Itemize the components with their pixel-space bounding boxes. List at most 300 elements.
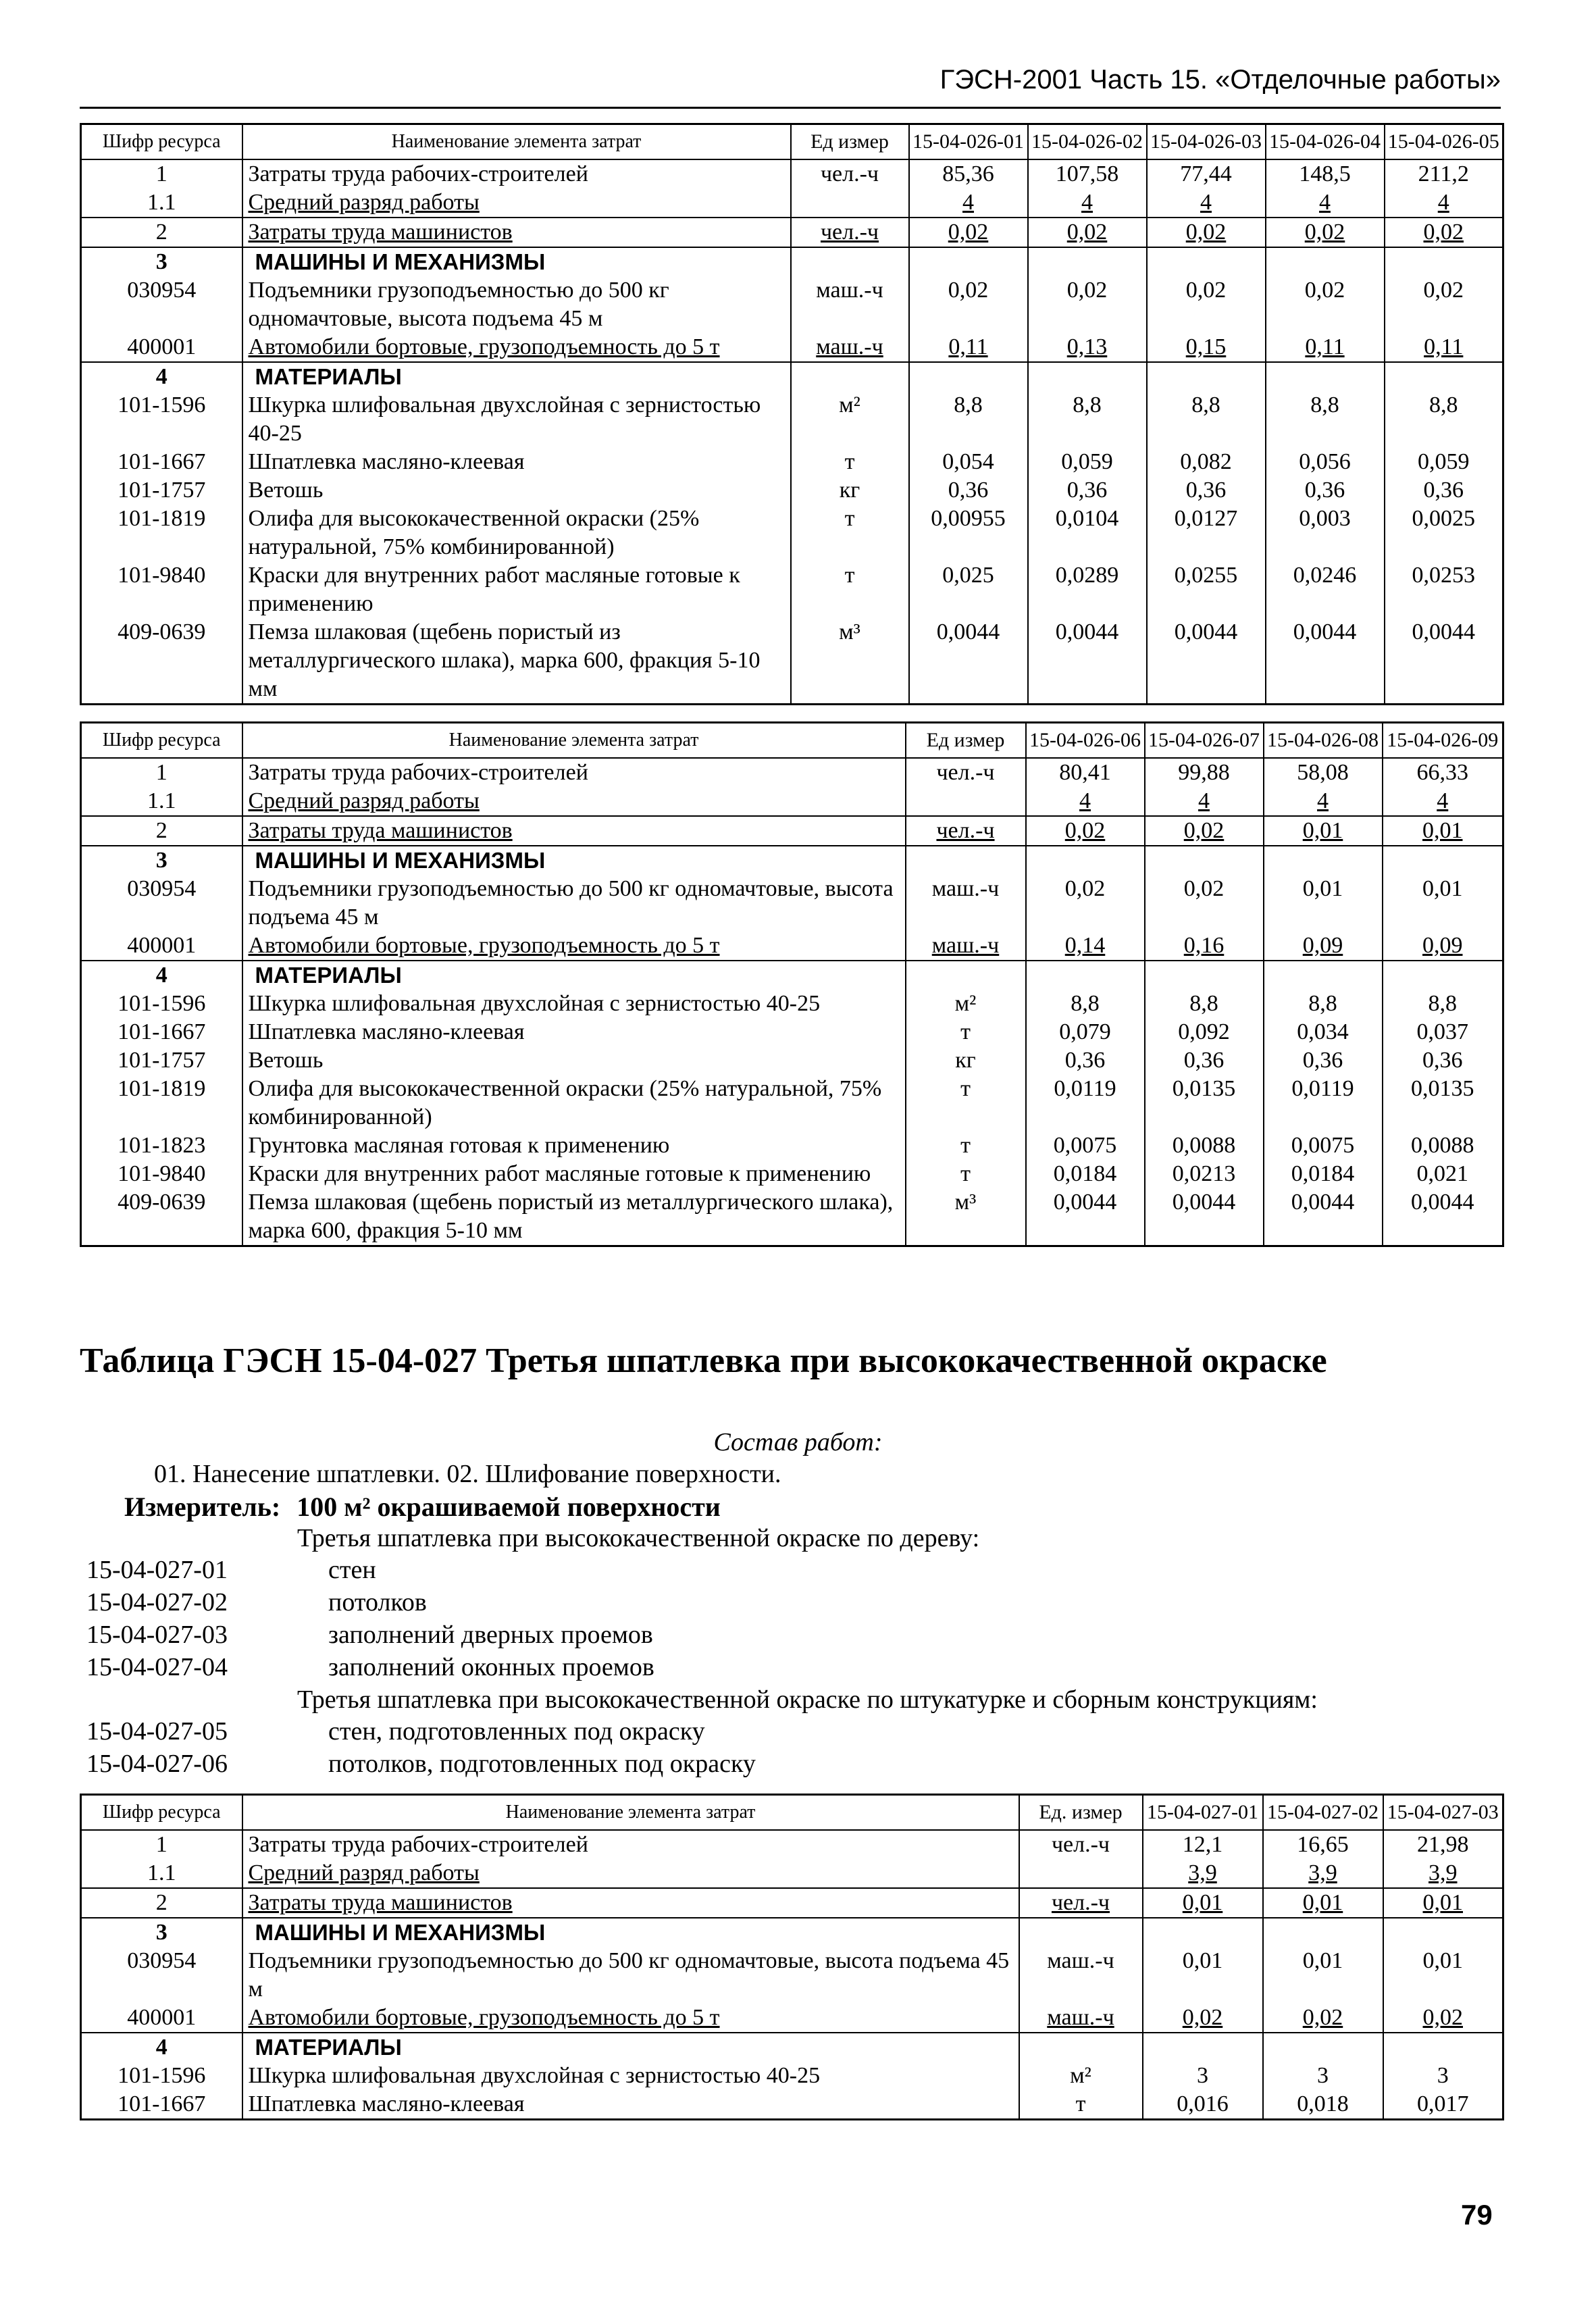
header-code: Шифр ресурса	[81, 1795, 242, 1831]
resource-value	[1266, 247, 1385, 276]
resource-value: 0,02	[1145, 875, 1264, 932]
table-row	[81, 159, 1503, 188]
table-header-row	[81, 124, 1503, 160]
resource-value: 0,0044	[909, 618, 1028, 705]
resource-value	[1145, 961, 1264, 990]
resource-value: 0,02	[1028, 218, 1147, 247]
header-unit: Ед. измер	[1019, 1795, 1143, 1831]
resource-unit: маш.-ч	[906, 932, 1026, 961]
resource-name: Олифа для высококачественной окраски (25% натуральной, 75% комбинированной)	[242, 505, 791, 561]
table-row	[81, 618, 1503, 705]
table-row	[81, 333, 1503, 362]
resource-name: Автомобили бортовые, грузоподъемность до 5 т	[242, 2004, 1019, 2033]
resource-code: 101-1823	[81, 1132, 242, 1160]
table-row	[81, 247, 1503, 276]
table-row	[81, 476, 1503, 505]
resource-code: 1.1	[81, 787, 242, 816]
resource-value: 3	[1143, 2062, 1263, 2090]
resource-value: 0,037	[1383, 1018, 1503, 1046]
header-name: Наименование элемента затрат	[242, 1795, 1019, 1831]
resource-value: 0,0044	[1028, 618, 1147, 705]
resource-value: 0,0044	[1385, 618, 1503, 705]
resource-value: 107,58	[1028, 159, 1147, 188]
table-row	[81, 932, 1503, 961]
resource-code: 101-1819	[81, 505, 242, 561]
resource-unit: т	[791, 448, 909, 476]
position-desc: потолков, подготовленных под окраску	[328, 1750, 756, 1778]
header-rule	[80, 107, 1501, 109]
resource-name: Грунтовка масляная готовая к применению	[242, 1132, 906, 1160]
resource-table-15-04-026-part1	[80, 123, 1504, 705]
resource-value: 8,8	[1028, 391, 1147, 448]
header-name: Наименование элемента затрат	[242, 124, 791, 160]
resource-value: 99,88	[1145, 758, 1264, 787]
resource-value: 0,01	[1143, 1888, 1263, 1918]
resource-unit: м³	[791, 618, 909, 705]
resource-unit: чел.-ч	[906, 758, 1026, 787]
resource-value	[1028, 247, 1147, 276]
resource-code: 101-1757	[81, 476, 242, 505]
resource-value: 0,0246	[1266, 561, 1385, 618]
resource-name: МАШИНЫ И МЕХАНИЗМЫ	[242, 1918, 1019, 1947]
resource-code: 1.1	[81, 188, 242, 218]
resource-unit: чел.-ч	[791, 218, 909, 247]
resource-value: 0,0044	[1145, 1188, 1264, 1246]
resource-code: 400001	[81, 932, 242, 961]
table-row	[81, 1918, 1503, 1947]
table-row	[81, 2062, 1503, 2090]
resource-name: Средний разряд работы	[242, 787, 906, 816]
resource-code: 101-1667	[81, 448, 242, 476]
resource-value: 58,08	[1264, 758, 1383, 787]
resource-unit	[791, 247, 909, 276]
resource-name: Затраты труда машинистов	[242, 816, 906, 846]
resource-value: 0,36	[1264, 1046, 1383, 1075]
resource-name: МАТЕРИАЛЫ	[242, 2033, 1019, 2062]
resource-value	[1263, 2033, 1383, 2062]
resource-value: 0,01	[1383, 875, 1503, 932]
resource-unit: кг	[906, 1046, 1026, 1075]
resource-value: 0,054	[909, 448, 1028, 476]
resource-unit: м²	[906, 990, 1026, 1018]
resource-value: 0,0044	[1264, 1188, 1383, 1246]
resource-value: 0,02	[1147, 276, 1266, 333]
table-header-row	[81, 1795, 1503, 1831]
resource-value: 0,16	[1145, 932, 1264, 961]
resource-unit: кг	[791, 476, 909, 505]
resource-value: 0,36	[1026, 1046, 1145, 1075]
resource-value: 0,018	[1263, 2090, 1383, 2120]
resource-value: 0,0025	[1385, 505, 1503, 561]
resource-value: 21,98	[1383, 1830, 1503, 1859]
resource-unit	[1019, 2033, 1143, 2062]
resource-value: 0,02	[1385, 218, 1503, 247]
resource-value: 0,092	[1145, 1018, 1264, 1046]
resource-name: Пемза шлаковая (щебень пористый из металлургического шлака), марка 600, фракция 5-10 мм	[242, 1188, 906, 1246]
resource-code: 101-9840	[81, 1160, 242, 1188]
resource-code: 030954	[81, 1947, 242, 2004]
resource-value	[1383, 2033, 1503, 2062]
resource-value: 0,0044	[1147, 618, 1266, 705]
resource-name: Краски для внутренних работ масляные готовые к применению	[242, 561, 791, 618]
resource-value: 8,8	[1145, 990, 1264, 1018]
resource-value: 0,02	[1145, 816, 1264, 846]
table-row	[81, 1075, 1503, 1132]
table-row	[81, 2004, 1503, 2033]
resource-value: 0,02	[909, 218, 1028, 247]
resource-value: 12,1	[1143, 1830, 1263, 1859]
resource-name: Ветошь	[242, 476, 791, 505]
resource-value: 8,8	[1383, 990, 1503, 1018]
resource-value: 4	[1383, 787, 1503, 816]
resource-value: 0,36	[1145, 1046, 1264, 1075]
header-name: Наименование элемента затрат	[242, 723, 906, 759]
resource-name: Пемза шлаковая (щебень пористый из металлургического шлака), марка 600, фракция 5-10 мм	[242, 618, 791, 705]
resource-unit	[791, 362, 909, 391]
resource-value: 4	[1266, 188, 1385, 218]
resource-code: 030954	[81, 875, 242, 932]
position-code: 15-04-027-01	[86, 1556, 228, 1584]
resource-value	[1145, 846, 1264, 875]
resource-value: 0,11	[909, 333, 1028, 362]
resource-code: 101-1596	[81, 2062, 242, 2090]
intro-plaster: Третья шпатлевка при высококачественной окраске по штукатурке и сборным конструкциям:	[297, 1685, 1318, 1714]
resource-code: 400001	[81, 2004, 242, 2033]
position-code: 15-04-027-03	[86, 1621, 228, 1649]
header-unit: Ед измер	[791, 124, 909, 160]
table-row	[81, 787, 1503, 816]
resource-value: 0,0088	[1383, 1132, 1503, 1160]
position-desc: стен, подготовленных под окраску	[328, 1717, 705, 1746]
resource-name: Шпатлевка масляно-клеевая	[242, 2090, 1019, 2120]
resource-value	[1143, 1918, 1263, 1947]
position-code: 15-04-027-06	[86, 1750, 228, 1778]
resource-value	[1383, 1918, 1503, 1947]
resource-code: 2	[81, 816, 242, 846]
resource-value: 0,025	[909, 561, 1028, 618]
resource-value: 0,09	[1264, 932, 1383, 961]
resource-code: 101-9840	[81, 561, 242, 618]
resource-unit: м³	[906, 1188, 1026, 1246]
header-code: Шифр ресурса	[81, 124, 242, 160]
resource-value	[1385, 362, 1503, 391]
resource-value	[1383, 846, 1503, 875]
resource-value: 77,44	[1147, 159, 1266, 188]
table-row	[81, 990, 1503, 1018]
resource-value: 0,02	[1266, 276, 1385, 333]
resource-unit	[906, 787, 1026, 816]
table-row	[81, 276, 1503, 333]
resource-code: 3	[81, 846, 242, 875]
resource-code: 409-0639	[81, 618, 242, 705]
resource-value: 0,02	[1147, 218, 1266, 247]
resource-unit: м²	[791, 391, 909, 448]
resource-value: 0,021	[1383, 1160, 1503, 1188]
resource-code: 101-1667	[81, 2090, 242, 2120]
table-row	[81, 505, 1503, 561]
resource-value	[1147, 362, 1266, 391]
resource-unit: чел.-ч	[906, 816, 1026, 846]
table-row	[81, 1188, 1503, 1246]
resource-value: 3	[1263, 2062, 1383, 2090]
resource-name: Затраты труда рабочих-строителей	[242, 159, 791, 188]
table-row	[81, 391, 1503, 448]
resource-value: 0,0104	[1028, 505, 1147, 561]
resource-unit	[906, 961, 1026, 990]
resource-value	[909, 362, 1028, 391]
resource-table-15-04-027	[80, 1794, 1504, 2120]
resource-value: 8,8	[909, 391, 1028, 448]
resource-value: 0,0213	[1145, 1160, 1264, 1188]
resource-name: Затраты труда рабочих-строителей	[242, 1830, 1019, 1859]
resource-unit: т	[906, 1132, 1026, 1160]
position-code: 15-04-027-04	[86, 1653, 228, 1681]
resource-code: 101-1596	[81, 990, 242, 1018]
resource-value: 0,01	[1264, 816, 1383, 846]
header-column: 15-04-026-02	[1028, 124, 1147, 160]
resource-name: Средний разряд работы	[242, 1859, 1019, 1888]
position-item	[86, 1717, 705, 1746]
resource-value	[1385, 247, 1503, 276]
resource-value: 0,0044	[1383, 1188, 1503, 1246]
page-number: 79	[1461, 2199, 1493, 2231]
resource-name: МАТЕРИАЛЫ	[242, 362, 791, 391]
resource-value: 0,034	[1264, 1018, 1383, 1046]
resource-value: 0,02	[1026, 816, 1145, 846]
resource-value: 0,0135	[1383, 1075, 1503, 1132]
resource-value	[1263, 1918, 1383, 1947]
header-column: 15-04-027-01	[1143, 1795, 1263, 1831]
resource-value: 4	[1264, 787, 1383, 816]
resource-value: 0,02	[1383, 2004, 1503, 2033]
resource-value	[1143, 2033, 1263, 2062]
resource-value: 3,9	[1383, 1859, 1503, 1888]
resource-value: 0,36	[1385, 476, 1503, 505]
resource-name: Затраты труда машинистов	[242, 1888, 1019, 1918]
resource-code: 1	[81, 758, 242, 787]
resource-value: 0,016	[1143, 2090, 1263, 2120]
resource-unit: т	[1019, 2090, 1143, 2120]
resource-value	[909, 247, 1028, 276]
resource-value: 211,2	[1385, 159, 1503, 188]
resource-value: 0,0119	[1026, 1075, 1145, 1132]
table-row	[81, 1160, 1503, 1188]
table-row	[81, 846, 1503, 875]
resource-value: 80,41	[1026, 758, 1145, 787]
resource-code: 101-1819	[81, 1075, 242, 1132]
resource-unit: маш.-ч	[791, 333, 909, 362]
resource-name: Олифа для высококачественной окраски (25% натуральной, 75% комбинированной)	[242, 1075, 906, 1132]
resource-code: 2	[81, 1888, 242, 1918]
resource-value: 16,65	[1263, 1830, 1383, 1859]
resource-unit: маш.-ч	[906, 875, 1026, 932]
resource-value: 0,02	[1143, 2004, 1263, 2033]
resource-name: МАШИНЫ И МЕХАНИЗМЫ	[242, 247, 791, 276]
resource-code: 030954	[81, 276, 242, 333]
resource-value: 0,003	[1266, 505, 1385, 561]
resource-name: МАШИНЫ И МЕХАНИЗМЫ	[242, 846, 906, 875]
table-row	[81, 1947, 1503, 2004]
table-row	[81, 1888, 1503, 1918]
resource-value: 4	[1147, 188, 1266, 218]
header-column: 15-04-026-01	[909, 124, 1028, 160]
header-code: Шифр ресурса	[81, 723, 242, 759]
resource-value: 66,33	[1383, 758, 1503, 787]
resource-value: 0,056	[1266, 448, 1385, 476]
header-column: 15-04-026-03	[1147, 124, 1266, 160]
resource-value: 0,02	[1266, 218, 1385, 247]
resource-name: Шпатлевка масляно-клеевая	[242, 1018, 906, 1046]
position-item	[86, 1587, 427, 1617]
resource-value: 3,9	[1143, 1859, 1263, 1888]
resource-value: 3,9	[1263, 1859, 1383, 1888]
header-column: 15-04-026-05	[1385, 124, 1503, 160]
resource-value: 0,0088	[1145, 1132, 1264, 1160]
table-row	[81, 961, 1503, 990]
resource-value: 0,01	[1383, 816, 1503, 846]
resource-value: 0,02	[1026, 875, 1145, 932]
resource-value	[1026, 846, 1145, 875]
resource-name: Средний разряд работы	[242, 188, 791, 218]
resource-value: 8,8	[1264, 990, 1383, 1018]
resource-code: 3	[81, 247, 242, 276]
resource-value: 0,017	[1383, 2090, 1503, 2120]
resource-value: 0,0184	[1264, 1160, 1383, 1188]
resource-name: Шкурка шлифовальная двухслойная с зернистостью 40-25	[242, 391, 791, 448]
resource-code: 2	[81, 218, 242, 247]
resource-unit: чел.-ч	[1019, 1888, 1143, 1918]
resource-value: 8,8	[1385, 391, 1503, 448]
resource-unit: т	[791, 505, 909, 561]
resource-value: 0,0119	[1264, 1075, 1383, 1132]
resource-table-15-04-026-part2	[80, 721, 1504, 1247]
resource-name: МАТЕРИАЛЫ	[242, 961, 906, 990]
table-row	[81, 1132, 1503, 1160]
position-desc: стен	[328, 1556, 376, 1584]
resource-value: 0,059	[1028, 448, 1147, 476]
resource-value: 0,02	[1385, 276, 1503, 333]
resource-value: 8,8	[1026, 990, 1145, 1018]
resource-value: 0,36	[1383, 1046, 1503, 1075]
table-row	[81, 188, 1503, 218]
resource-value: 0,0253	[1385, 561, 1503, 618]
resource-value: 0,02	[909, 276, 1028, 333]
resource-value: 0,059	[1385, 448, 1503, 476]
resource-value: 0,0075	[1026, 1132, 1145, 1160]
table-row	[81, 875, 1503, 932]
resource-name: Подъемники грузоподъемностью до 500 кг одномачтовые, высота подъема 45 м	[242, 875, 906, 932]
resource-value: 0,01	[1143, 1947, 1263, 2004]
resource-value: 4	[1145, 787, 1264, 816]
header-unit: Ед измер	[906, 723, 1026, 759]
resource-unit	[906, 846, 1026, 875]
resource-value	[1264, 846, 1383, 875]
resource-code: 4	[81, 961, 242, 990]
table-row	[81, 1859, 1503, 1888]
table-title: Таблица ГЭСН 15-04-027 Третья шпатлевка при высококачественной окраске	[80, 1342, 1327, 1380]
resource-value: 148,5	[1266, 159, 1385, 188]
resource-unit: маш.-ч	[1019, 2004, 1143, 2033]
resource-name: Шпатлевка масляно-клеевая	[242, 448, 791, 476]
resource-value: 0,0184	[1026, 1160, 1145, 1188]
resource-value	[1264, 961, 1383, 990]
resource-name: Автомобили бортовые, грузоподъемность до 5 т	[242, 333, 791, 362]
resource-value: 0,0044	[1266, 618, 1385, 705]
resource-value	[1266, 362, 1385, 391]
resource-code: 3	[81, 1918, 242, 1947]
resource-value: 0,0255	[1147, 561, 1266, 618]
header-column: 15-04-027-03	[1383, 1795, 1503, 1831]
header-column: 15-04-026-04	[1266, 124, 1385, 160]
resource-name: Ветошь	[242, 1046, 906, 1075]
resource-name: Краски для внутренних работ масляные готовые к применению	[242, 1160, 906, 1188]
resource-name: Затраты труда рабочих-строителей	[242, 758, 906, 787]
position-item	[86, 1620, 653, 1650]
resource-value	[1026, 961, 1145, 990]
position-item	[86, 1652, 654, 1682]
resource-value: 0,00955	[909, 505, 1028, 561]
resource-code: 1.1	[81, 1859, 242, 1888]
resource-code: 101-1596	[81, 391, 242, 448]
resource-value: 0,0075	[1264, 1132, 1383, 1160]
resource-unit	[1019, 1918, 1143, 1947]
table-row	[81, 448, 1503, 476]
position-desc: заполнений дверных проемов	[328, 1621, 653, 1649]
resource-name: Шкурка шлифовальная двухслойная с зернистостью 40-25	[242, 990, 906, 1018]
resource-value: 3	[1383, 2062, 1503, 2090]
resource-value: 0,01	[1383, 1947, 1503, 2004]
resource-value: 0,0289	[1028, 561, 1147, 618]
position-item	[86, 1555, 376, 1585]
resource-value: 0,15	[1147, 333, 1266, 362]
header-column: 15-04-026-08	[1264, 723, 1383, 759]
intro-wood: Третья шпатлевка при высококачественной окраске по дереву:	[297, 1524, 980, 1552]
table-row	[81, 1830, 1503, 1859]
resource-value: 0,01	[1263, 1947, 1383, 2004]
resource-unit: маш.-ч	[791, 276, 909, 333]
resource-value: 4	[1385, 188, 1503, 218]
table-row	[81, 218, 1503, 247]
works-description: 01. Нанесение шпатлевки. 02. Шлифование поверхности.	[154, 1460, 781, 1488]
resource-code: 4	[81, 2033, 242, 2062]
table-row	[81, 1046, 1503, 1075]
resource-value	[1028, 362, 1147, 391]
header-column: 15-04-026-07	[1145, 723, 1264, 759]
resource-unit	[791, 188, 909, 218]
header-column: 15-04-026-09	[1383, 723, 1503, 759]
resource-code: 409-0639	[81, 1188, 242, 1246]
table-row	[81, 362, 1503, 391]
resource-code: 101-1667	[81, 1018, 242, 1046]
resource-name: Подъемники грузоподъемностью до 500 кг одномачтовые, высота подъема 45 м	[242, 276, 791, 333]
resource-value: 0,36	[1147, 476, 1266, 505]
resource-value: 0,11	[1385, 333, 1503, 362]
resource-value: 0,02	[1028, 276, 1147, 333]
resource-value: 8,8	[1266, 391, 1385, 448]
resource-value: 0,079	[1026, 1018, 1145, 1046]
resource-value: 0,082	[1147, 448, 1266, 476]
resource-value	[1147, 247, 1266, 276]
meter-label: Измеритель:	[124, 1492, 281, 1522]
position-code: 15-04-027-02	[86, 1588, 228, 1617]
resource-value: 85,36	[909, 159, 1028, 188]
position-desc: заполнений оконных проемов	[328, 1653, 654, 1681]
resource-value: 0,01	[1264, 875, 1383, 932]
resource-value: 0,0044	[1026, 1188, 1145, 1246]
header-column: 15-04-027-02	[1263, 1795, 1383, 1831]
resource-value: 0,36	[1266, 476, 1385, 505]
meter-line	[124, 1491, 721, 1523]
